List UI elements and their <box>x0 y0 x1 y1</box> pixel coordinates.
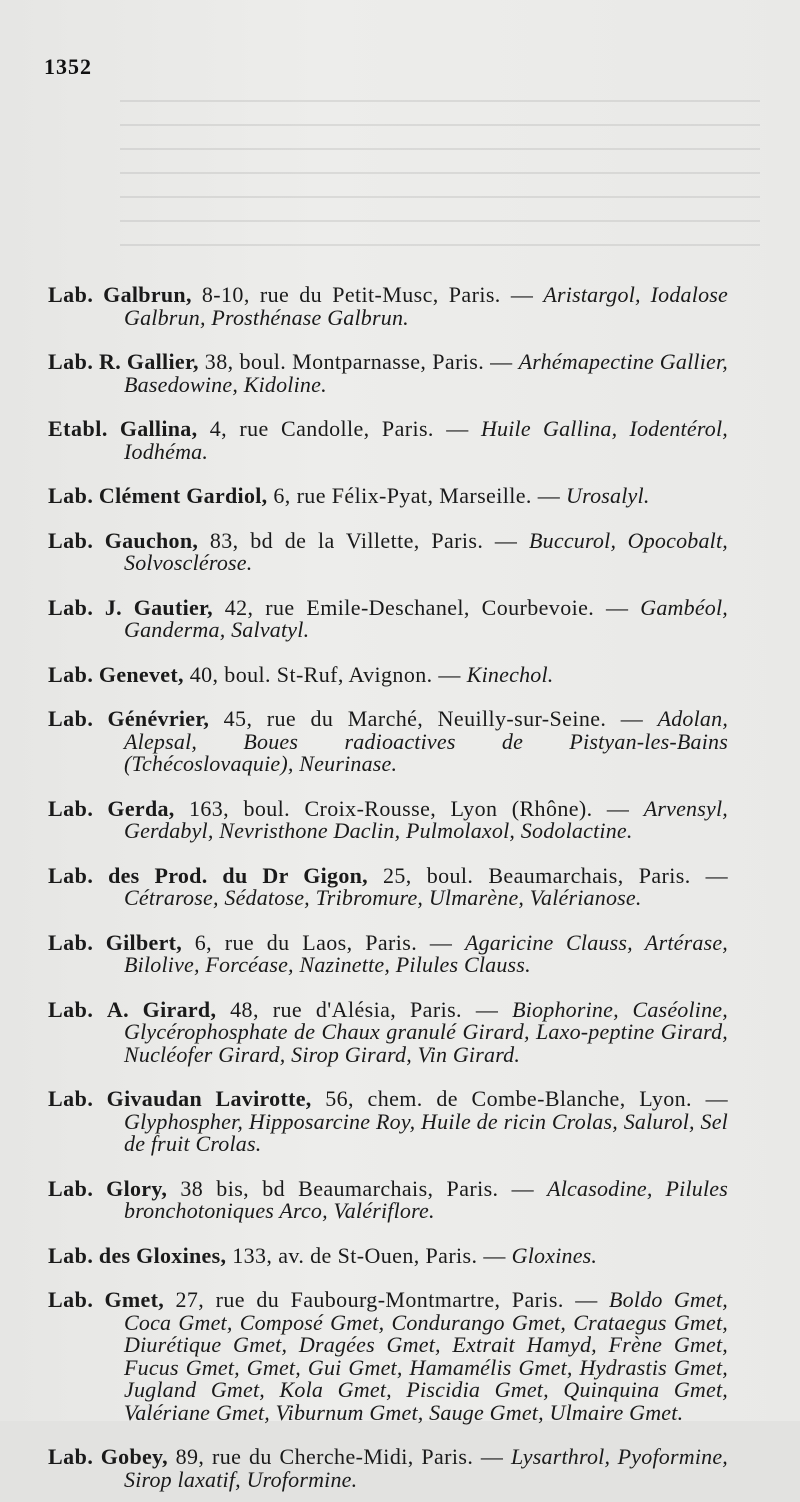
directory-entry <box>48 1242 728 1268</box>
entry-prefix: Lab. <box>48 483 94 508</box>
product-list: Buccurol, Opocobalt, Solvosclérose. <box>124 527 728 575</box>
entry-address: 163, boul. Croix-Rousse, Lyon (Rhône). — <box>174 795 644 821</box>
entry-prefix: Lab. <box>48 862 94 888</box>
laboratory-name: Gilbert, <box>105 929 183 955</box>
directory-entry <box>48 996 728 1067</box>
page-number: 1352 <box>44 54 92 79</box>
laboratory-name: R. Gallier, <box>99 349 199 374</box>
entry-prefix: Lab. <box>48 1242 94 1268</box>
entry-prefix: Lab. <box>48 795 94 821</box>
product-list: Boldo Gmet, Coca Gmet, Composé Gmet, Condurango Gmet, Crataegus Gmet, Diurétique Gmet, Dragées Gmet, Extrait Hamyd, Frène Gmet, Fucus Gmet, Gmet, Gui Gmet, Hamamélis Gmet, Hydrastis Gmet, Jugland Gmet, Kola Gmet, Piscidia Gmet, Quinquina Gmet, Valériane Gmet, Viburnum Gmet, Sauge Gmet, Ulmaire Gmet. <box>124 1287 728 1425</box>
directory-entry <box>48 527 728 575</box>
directory-entry <box>48 1289 728 1424</box>
laboratory-name: Gallina, <box>119 416 198 441</box>
laboratory-name: Glory, <box>106 1175 168 1201</box>
laboratory-name: des Prod. du Dr Gigon, <box>108 862 368 888</box>
product-list: Glyphospher, Hipposarcine Roy, Huile de ricin Crolas, Salurol, Sel de fruit Crolas. <box>124 1108 728 1156</box>
product-list: Lysarthrol, Pyoformine, Sirop laxatif, Uroformine. <box>124 1444 729 1492</box>
directory-entry <box>48 795 728 843</box>
entry-address: 8-10, rue du Petit-Musc, Paris. — <box>191 282 544 307</box>
entry-prefix: Lab. <box>48 349 94 374</box>
entry-prefix: Lab. <box>48 661 94 687</box>
product-list: Arvensyl, Gerdabyl, Nevristhone Daclin, Pulmolaxol, Sodolactine. <box>124 795 728 843</box>
entry-address: 38 bis, bd Beaumarchais, Paris. — <box>167 1175 548 1201</box>
entry-prefix: Lab. <box>48 1287 94 1312</box>
laboratory-name: Gerda, <box>107 795 175 821</box>
entry-address: 6, rue Félix-Pyat, Marseille. — <box>267 483 567 508</box>
entry-address: 25, boul. Beaumarchais, Paris. — <box>367 862 729 888</box>
entry-prefix: Lab. <box>48 929 94 955</box>
entry-address: 83, bd de la Villette, Paris. — <box>198 527 530 553</box>
directory-entry <box>48 1175 728 1223</box>
laboratory-name: Clément Gardiol, <box>98 483 268 508</box>
directory-entry <box>48 418 728 463</box>
laboratory-name: Galbrun, <box>103 282 192 307</box>
product-list: Aristargol, Iodalose Galbrun, Prosthénase Galbrun. <box>124 282 728 330</box>
entry-address: 38, boul. Montparnasse, Paris. — <box>198 349 519 374</box>
product-list: Agaricine Clauss, Artérase, Bilolive, Forcéase, Nazinette, Pilules Clauss. <box>124 929 728 977</box>
directory-entries <box>48 262 728 1502</box>
product-list: Adolan, Alepsal, Boues radioactives de Pistyan-les-Bains (Tchécoslovaquie), Neurinase. <box>124 706 729 776</box>
laboratory-name: A. Girard, <box>106 996 217 1022</box>
laboratory-name: Gobey, <box>100 1444 168 1469</box>
laboratory-name: Gmet, <box>104 1287 164 1312</box>
entry-prefix: Lab. <box>48 1086 94 1111</box>
entry-prefix: Lab. <box>48 996 94 1022</box>
directory-entry <box>48 351 728 396</box>
entry-prefix: Lab. <box>48 282 94 307</box>
product-list: Urosalyl. <box>566 483 650 508</box>
product-list: Biophorine, Caséoline, Glycérophosphate de Chaux granulé Girard, Laxo-peptine Girard, Nucléofer Girard, Sirop Girard, Vin Girard. <box>124 996 728 1067</box>
directory-entry <box>48 661 728 687</box>
entry-address: 4, rue Candolle, Paris. — <box>197 416 481 441</box>
entry-prefix: Lab. <box>48 1444 94 1469</box>
laboratory-name: J. Gautier, <box>104 594 213 620</box>
directory-entry <box>48 284 728 329</box>
entry-prefix: Lab. <box>48 594 94 620</box>
entry-address: 6, rue du Laos, Paris. — <box>182 929 465 955</box>
entry-address: 27, rue du Faubourg-Montmartre, Paris. — <box>164 1287 610 1312</box>
entry-address: 56, chem. de Combe-Blanche, Lyon. — <box>311 1086 728 1111</box>
product-list: Gambéol, Ganderma, Salvatyl. <box>124 594 729 642</box>
directory-entry <box>48 594 729 642</box>
entry-prefix: Lab. <box>48 1175 94 1201</box>
entry-address: 133, av. de St-Ouen, Paris. — <box>226 1242 512 1268</box>
entry-address: 48, rue d'Alésia, Paris. — <box>216 996 513 1022</box>
directory-entry <box>48 862 729 910</box>
entry-prefix: Lab. <box>48 527 94 553</box>
directory-entry <box>48 1446 728 1491</box>
entry-prefix: Lab. <box>48 706 94 731</box>
product-list: Gloxines. <box>511 1242 598 1268</box>
product-list: Cétrarose, Sédatose, Tribromure, Ulmarène, Valérianose. <box>124 885 642 910</box>
product-list: Arhémapectine Gallier, Basedowine, Kidoline. <box>124 349 728 397</box>
laboratory-name: Gauchon, <box>104 527 199 553</box>
directory-entry <box>48 485 728 508</box>
laboratory-name: Givaudan Lavirotte, <box>106 1086 312 1111</box>
entry-address: 42, rue Emile-Deschanel, Courbevoie. — <box>212 594 641 620</box>
laboratory-name: Génévrier, <box>107 706 210 731</box>
product-list: Huile Gallina, Iodentérol, Iodhéma. <box>124 416 728 464</box>
directory-entry <box>48 708 728 776</box>
bleed-through-text <box>120 100 760 250</box>
directory-entry <box>48 929 728 977</box>
entry-address: 89, rue du Cherche-Midi, Paris. — <box>167 1444 512 1469</box>
entry-address: 45, rue du Marché, Neuilly-sur-Seine. — <box>209 706 658 731</box>
laboratory-name: Genevet, <box>98 661 184 687</box>
product-list: Kinechol. <box>466 661 554 687</box>
laboratory-name: des Gloxines, <box>98 1242 227 1268</box>
product-list: Alcasodine, Pilules bronchotoniques Arco, Valériflore. <box>124 1175 728 1223</box>
directory-entry <box>48 1088 728 1156</box>
entry-address: 40, boul. St-Ruf, Avignon. — <box>183 661 467 687</box>
entry-prefix: Etabl. <box>48 416 108 441</box>
